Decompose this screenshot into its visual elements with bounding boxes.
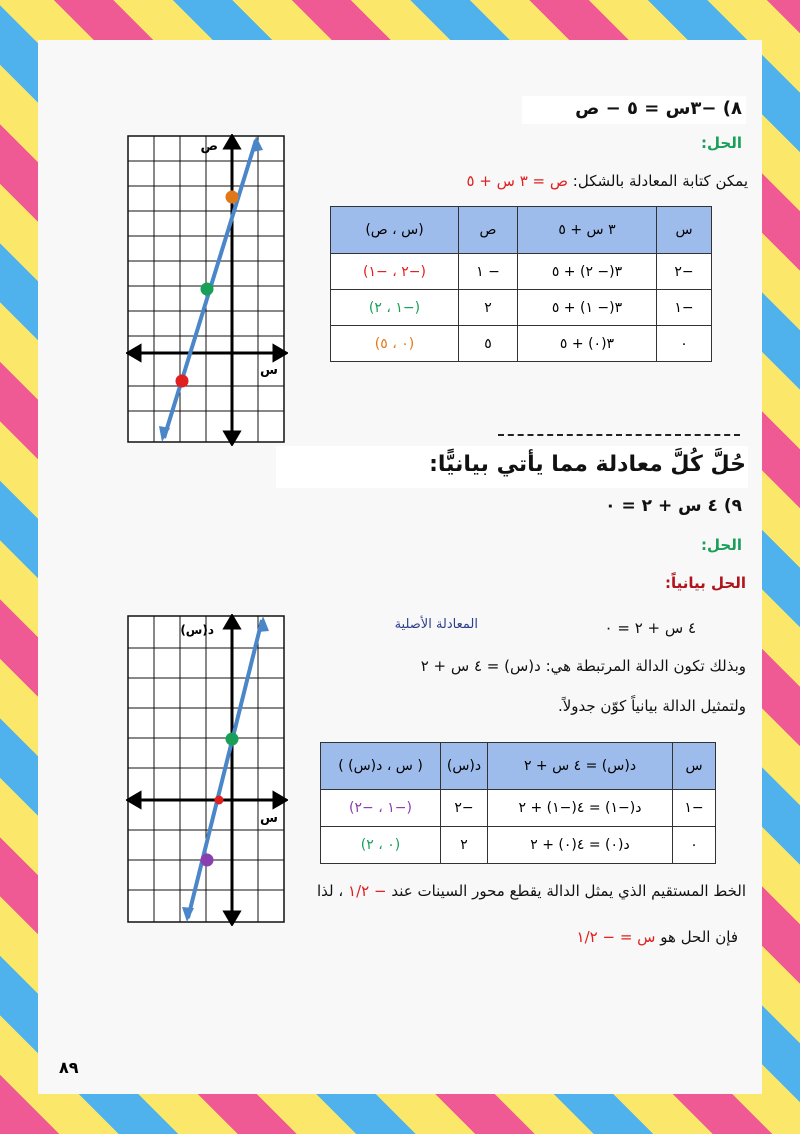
final-text: فإن الحل هو — [660, 928, 738, 946]
table-cell: ٣(− ٢) + ٥ — [518, 254, 657, 290]
page-number: ٨٩ — [59, 1058, 79, 1077]
problem-9-graph — [126, 614, 288, 926]
table-cell: −١ — [673, 790, 716, 827]
table-cell: −٢ — [441, 790, 488, 827]
table-row — [321, 790, 716, 827]
rewrite-equation: ص = ٣ س + ٥ — [466, 172, 568, 190]
conclusion-end: ، لذا — [317, 882, 344, 900]
table-row — [331, 326, 712, 362]
table-cell: ٣(٠) + ٥ — [518, 326, 657, 362]
final-value: س = − ١/٢ — [576, 928, 656, 946]
table-cell: ٥ — [459, 326, 518, 362]
problem-9-table — [320, 742, 716, 864]
table-cell: (−١ ، −٢) — [321, 790, 441, 827]
function-text: وبذلك تكون الدالة المرتبطة هي: د(س) = ٤ س + ٢ — [420, 657, 746, 675]
x-axis-label: س — [260, 363, 278, 378]
graphical-solution-label: الحل بيانياً: — [665, 574, 746, 592]
table-header-row — [321, 743, 716, 790]
conclusion-line — [317, 882, 746, 900]
problem-8-graph — [126, 134, 288, 446]
header-cell: د(س) — [441, 743, 488, 790]
problem-8-solution-label: الحل: — [701, 134, 742, 152]
table-cell: (−٢ ، −١) — [331, 254, 459, 290]
table-cell: −٢ — [657, 254, 712, 290]
table-cell: د(−١) = ٤(−١) + ٢ — [488, 790, 673, 827]
final-answer-line — [577, 928, 738, 946]
problem-8-rewrite — [466, 172, 748, 190]
point-green — [226, 733, 239, 746]
point-green — [201, 283, 214, 296]
table-cell: − ١ — [459, 254, 518, 290]
point-purple — [201, 854, 214, 867]
problem-9-equation: ٩) ٤ س + ٢ = ٠ — [605, 496, 742, 516]
y-axis-label: ص — [200, 139, 218, 154]
point-orange — [226, 191, 239, 204]
conclusion-text: الخط المستقيم الذي يمثل الدالة يقطع محور السينات عند — [391, 882, 746, 900]
header-cell: س — [673, 743, 716, 790]
rewrite-text: يمكن كتابة المعادلة بالشكل: — [572, 172, 748, 190]
point-red — [176, 375, 189, 388]
table-cell: −١ — [657, 290, 712, 326]
header-cell: د(س) = ٤ س + ٢ — [488, 743, 673, 790]
table-header-row — [331, 207, 712, 254]
table-cell: ٠ — [673, 827, 716, 864]
problem-8-equation: ٨) −٣س = ٥ − ص — [575, 98, 742, 119]
problem-9-solution-label: الحل: — [701, 536, 742, 554]
y-axis-label: د(س) — [180, 623, 214, 637]
header-cell: ( س ، د(س) ) — [321, 743, 441, 790]
table-cell: ٢ — [441, 827, 488, 864]
header-cell: ٣ س + ٥ — [518, 207, 657, 254]
table-cell: د(٠) = ٤(٠) + ٢ — [488, 827, 673, 864]
section-title: حُلَّ كُلَّ معادلة مما يأتي بيانيًّا: — [429, 452, 746, 477]
header-cell: س — [657, 207, 712, 254]
point-red-intercept — [215, 796, 224, 805]
section-divider — [498, 434, 740, 436]
x-axis-label: س — [260, 811, 278, 826]
table-cell: (٠ ، ٢) — [321, 827, 441, 864]
conclusion-value: − ١/٢ — [348, 882, 387, 900]
table-cell: ٢ — [459, 290, 518, 326]
header-cell: ص — [459, 207, 518, 254]
original-equation-label: المعادلة الأصلية — [394, 617, 478, 632]
header-cell: (س ، ص) — [331, 207, 459, 254]
table-intro: ولتمثيل الدالة بيانياً كوّن جدولاً. — [557, 697, 746, 715]
table-cell: ٠ — [657, 326, 712, 362]
original-equation: ٤ س + ٢ = ٠ — [604, 619, 696, 637]
table-row — [321, 827, 716, 864]
table-cell: (−١ ، ٢) — [331, 290, 459, 326]
table-row — [331, 290, 712, 326]
table-row — [331, 254, 712, 290]
table-cell: (٠ ، ٥) — [331, 326, 459, 362]
problem-8-table — [330, 206, 712, 362]
table-cell: ٣(− ١) + ٥ — [518, 290, 657, 326]
